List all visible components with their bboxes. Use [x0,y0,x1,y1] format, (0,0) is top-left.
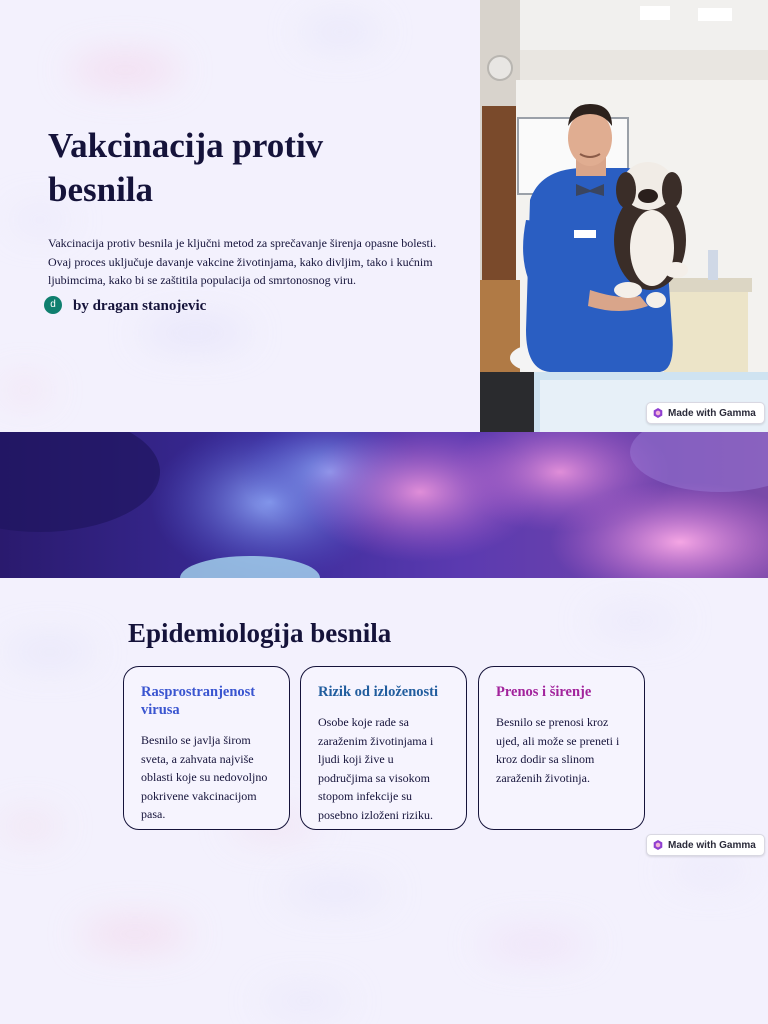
info-card [300,666,467,830]
made-with-gamma-label: Made with Gamma [668,839,756,851]
card-title: Prenos i širenje [496,684,592,700]
card-body: Besnilo se javlja širom sveta, a zahvata najviše oblasti koje su nedovoljno pokrivene vakcinacijom pasa. [141,733,268,822]
author-byline[interactable] [44,294,206,315]
background-blur [480,930,590,958]
made-with-gamma-badge[interactable] [646,834,765,856]
section-title: Epidemiologija besnila [128,618,392,648]
decorative-banner [0,432,768,578]
background-blur [260,990,350,1012]
info-card [478,666,645,830]
background-blur [80,920,190,948]
made-with-gamma-label: Made with Gamma [668,407,756,419]
author-name: by dragan stanojevic [73,298,207,314]
background-blur [300,20,380,44]
background-blur [670,860,750,882]
gamma-logo-icon [653,408,663,418]
vet-with-puppy-image [480,0,768,432]
info-card [123,666,290,830]
hero-section [48,124,448,290]
abstract-clouds-image [0,432,768,578]
card-body: Besnilo se prenosi kroz ujed, ali može se preneti i kroz dodir sa slinom zaraženih životinja. [496,715,620,785]
background-blur [5,640,95,664]
hero-title: Vakcinacija protiv besnila [48,126,324,209]
hero-photo [480,0,768,432]
avatar: d [44,296,62,314]
gamma-logo-icon [653,840,663,850]
background-blur [140,320,250,346]
hero-description: Vakcinacija protiv besnila je ključni metod za sprečavanje širenja opasne bolesti. Ovaj proces uključuje davanje vakcine životinjama, kako divljim, tako i kućnim ljubimcima, kako bi se zaštitila populacija od smrtonosnog viru. [48,236,437,288]
card-title: Rasprostranjenost virusa [141,684,256,718]
card-title: Rizik od izloženosti [318,684,439,700]
background-blur [0,380,50,400]
made-with-gamma-badge[interactable] [646,402,765,424]
background-blur [590,610,680,632]
background-blur [0,815,60,837]
background-blur [70,55,180,85]
background-blur [280,880,390,904]
card-body: Osobe koje rade sa zaraženim životinjama i ljudi koji žive u područjima sa visokom stopom infekcije su posebno izloženi riziku. [318,715,434,822]
